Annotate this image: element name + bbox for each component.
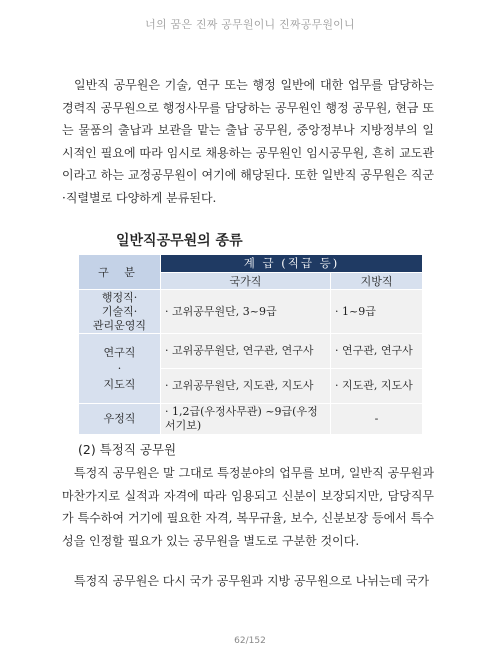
header-national: 국가직 — [161, 272, 331, 290]
section-title: (2) 특정직 공무원 — [78, 442, 177, 457]
table-row — [79, 290, 423, 334]
table-title: 일반직공무원의 종류 — [116, 233, 243, 249]
header-local: 지방직 — [331, 272, 423, 290]
document-title: 너의 꿈은 진짜 공무원이니 진짜공무원이니 — [145, 18, 355, 31]
header-grade: 계 급 (직급 등) — [161, 255, 423, 273]
page-number: 62/152 — [234, 636, 266, 646]
cell-national: · 1,2급(우정사무관) ~9급(우정서기보) — [161, 404, 331, 435]
paragraph-special-continued: 특정직 공무원은 다시 국가 공무원과 지방 공무원으로 나뉘는데 국가 — [74, 574, 430, 588]
paragraph-general-civil-servant: 일반직 공무원은 기술, 연구 또는 행정 일반에 대한 업무를 담당하는 경력직 공무원으로 행정사무를 담당하는 공무원인 행정 공무원, 현금 또는 물품의 출납과 보관을 맡는 출납 공무원, 중앙정부나 지방정부의 일시적인 필요에 따라 임시로 채용하는 공무원인 임시공무원, 흔히 교도관이라고 하는 교정공무원이 여기에 해당된다. 또한 일반직 공무원은 직군·직렬별로 다양하게 분류된다. — [62, 78, 434, 205]
row-label: 연구직 · 지도직 — [79, 334, 161, 404]
row-label: 우정직 — [79, 404, 161, 435]
table-row — [79, 334, 423, 369]
table-row — [79, 404, 423, 435]
civil-servant-types-table — [78, 254, 423, 435]
paragraph-special-civil-servant: 특정직 공무원은 말 그대로 특정분야의 업무를 보며, 일반직 공무원과 마찬가지로 실적과 자격에 따라 임용되고 신분이 보장되지만, 담당직무가 특수하여 거기에 필요한 자격, 복무규율, 보수, 신분보장 등에서 특수성을 인정할 필요가 있는 공무원을 별도로 구분한 것이다. — [62, 466, 434, 548]
cell-national: · 고위공무원단, 3~9급 — [161, 290, 331, 334]
cell-local: · 1~9급 — [331, 290, 423, 334]
row-label: 행정직· 기술직· 관리운영직 — [79, 290, 161, 334]
cell-national: · 고위공무원단, 연구관, 연구사 — [161, 334, 331, 369]
header-gubun: 구 분 — [79, 255, 161, 290]
cell-national: · 고위공무원단, 지도관, 지도사 — [161, 369, 331, 404]
cell-local: - — [331, 404, 423, 435]
cell-local: · 연구관, 연구사 — [331, 334, 423, 369]
cell-local: · 지도관, 지도사 — [331, 369, 423, 404]
table-header-row — [79, 255, 423, 273]
